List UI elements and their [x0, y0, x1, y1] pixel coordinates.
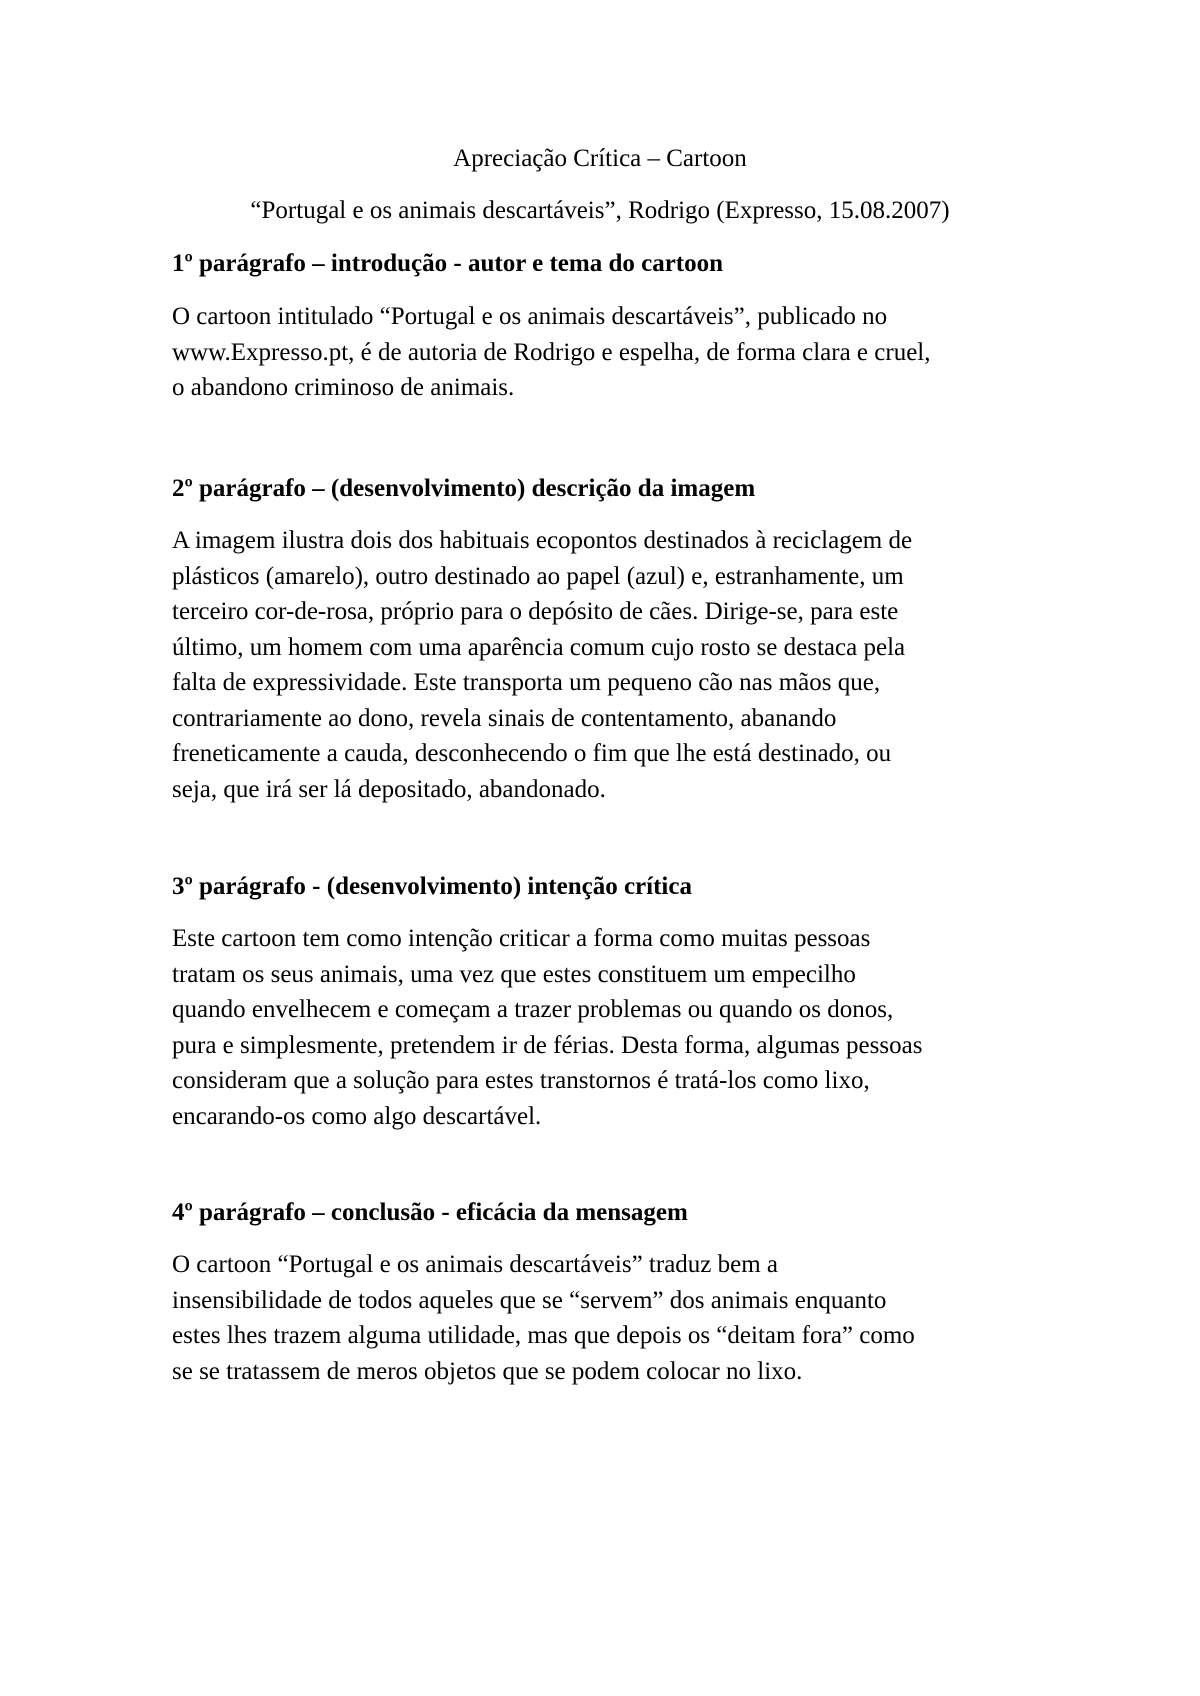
section-2-heading: 2º parágrafo – (desenvolvimento) descrição da imagem: [172, 475, 756, 502]
paragraph-line: O cartoon “Portugal e os animais descartáveis” traduz bem a: [172, 1251, 779, 1278]
section-3-heading: 3º parágrafo - (desenvolvimento) intenção crítica: [172, 873, 692, 900]
paragraph-line: www.Expresso.pt, é de autoria de Rodrigo e espelha, de forma clara e cruel,: [172, 338, 931, 366]
paragraph-line: freneticamente a cauda, desconhecendo o fim que lhe está destinado, ou: [172, 740, 892, 767]
section-3-paragraph: [172, 921, 1052, 1134]
paragraph-line: terceiro cor-de-rosa, próprio para o depósito de cães. Dirige-se, para este: [172, 598, 899, 625]
paragraph-line: se se tratassem de meros objetos que se podem colocar no lixo.: [172, 1357, 803, 1385]
paragraph-line: tratam os seus animais, uma vez que estes constituem um empecilho: [172, 960, 856, 988]
paragraph-line: encarando-os como algo descartável.: [172, 1102, 542, 1130]
document-title: Apreciação Crítica – Cartoon: [453, 145, 747, 172]
paragraph-line: A imagem ilustra dois dos habituais ecopontos destinados à reciclagem de: [172, 527, 913, 554]
paragraph-line: quando envelhecem e começam a trazer problemas ou quando os donos,: [172, 996, 894, 1023]
paragraph-line: contrariamente ao dono, revela sinais de contentamento, abanando: [172, 704, 837, 732]
paragraph-line: consideram que a solução para estes transtornos é tratá-los como lixo,: [172, 1067, 870, 1094]
paragraph-line: estes lhes trazem alguma utilidade, mas que depois os “deitam fora” como: [172, 1322, 915, 1349]
paragraph-line: insensibilidade de todos aqueles que se “servem” dos animais enquanto: [172, 1286, 887, 1314]
section-1-paragraph: [172, 299, 1052, 406]
paragraph-line: O cartoon intitulado “Portugal e os animais descartáveis”, publicado no: [172, 303, 888, 330]
section-4-heading: 4º parágrafo – conclusão - eficácia da mensagem: [172, 1199, 688, 1226]
paragraph-line: último, um homem com uma aparência comum cujo rosto se destaca pela: [172, 633, 906, 661]
section-1-heading: 1º parágrafo – introdução - autor e tema do cartoon: [172, 250, 724, 277]
paragraph-line: o abandono criminoso de animais.: [172, 374, 515, 401]
paragraph-line: plásticos (amarelo), outro destinado ao papel (azul) e, estranhamente, um: [172, 562, 904, 590]
paragraph-line: Este cartoon tem como intenção criticar a forma como muitas pessoas: [172, 925, 871, 952]
section-2-paragraph: [172, 523, 1052, 807]
paragraph-line: pura e simplesmente, pretendem ir de férias. Desta forma, algumas pessoas: [172, 1031, 923, 1059]
document-subtitle: “Portugal e os animais descartáveis”, Rodrigo (Expresso, 15.08.2007): [250, 197, 950, 224]
paragraph-line: falta de expressividade. Este transporta um pequeno cão nas mãos que,: [172, 669, 881, 696]
paragraph-line: seja, que irá ser lá depositado, abandonado.: [172, 775, 606, 803]
section-4-paragraph: [172, 1247, 1052, 1389]
